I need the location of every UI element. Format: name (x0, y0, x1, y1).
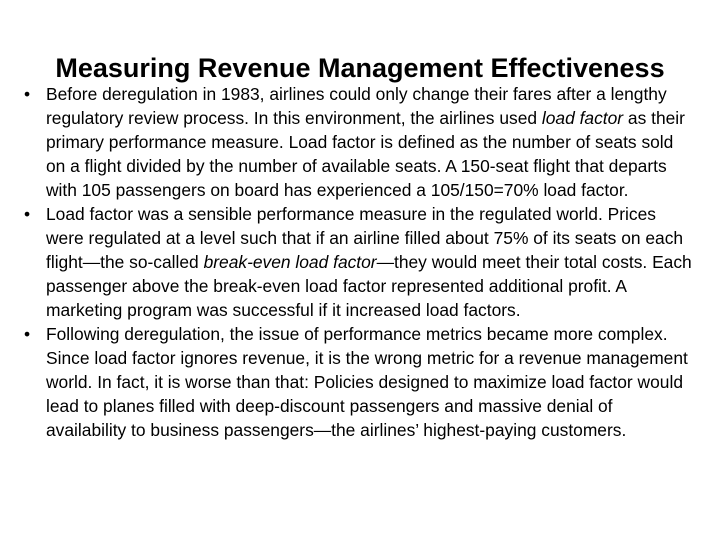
bullet-text: Before deregulation in 1983, airlines could only change their fares after a lengthy regulatory review process. In this environment, the airlines used (46, 84, 667, 128)
bullet-dot-icon: • (24, 324, 31, 344)
bullet-emphasis: break-even load factor (203, 252, 377, 272)
bullet-text: —they would meet their total costs. Each passenger above the break-even load factor represented additional profit. A marketing program was successful if it increased load factors. (46, 252, 692, 320)
bullet-text: Following deregulation, the issue of performance metrics became more complex. Since load factor ignores revenue, it is the wrong metric for a revenue management world. In fact, it is worse than that: Policies designed to maximize load factor would lead to planes filled with deep-discount passengers and massive denial of availability to business passengers—the airlines’ highest-paying customers. (46, 324, 688, 440)
bullet-text: as their primary performance measure. Load factor is defined as the number of seats sold on a flight divided by the number of available seats. A 150-seat flight that departs with 105 passengers on board has experienced a 105/150=70% load factor. (46, 108, 685, 200)
bullet-dot-icon: • (24, 204, 31, 224)
bullet-dot-icon: • (24, 84, 31, 104)
bullet-item-load-factor (22, 202, 692, 322)
bullet-text: Load factor was a sensible performance measure in the regulated world. Prices were regulated at a level such that if an airline filled about 75% of its seats on each flight—the so-called (46, 204, 684, 272)
slide-title: Measuring Revenue Management Effectiveness (55, 53, 665, 84)
bullet-list (22, 82, 692, 442)
bullet-item-deregulation (22, 82, 692, 202)
bullet-emphasis: load factor (541, 108, 624, 128)
bullet-item-following-deregulation (22, 322, 692, 442)
